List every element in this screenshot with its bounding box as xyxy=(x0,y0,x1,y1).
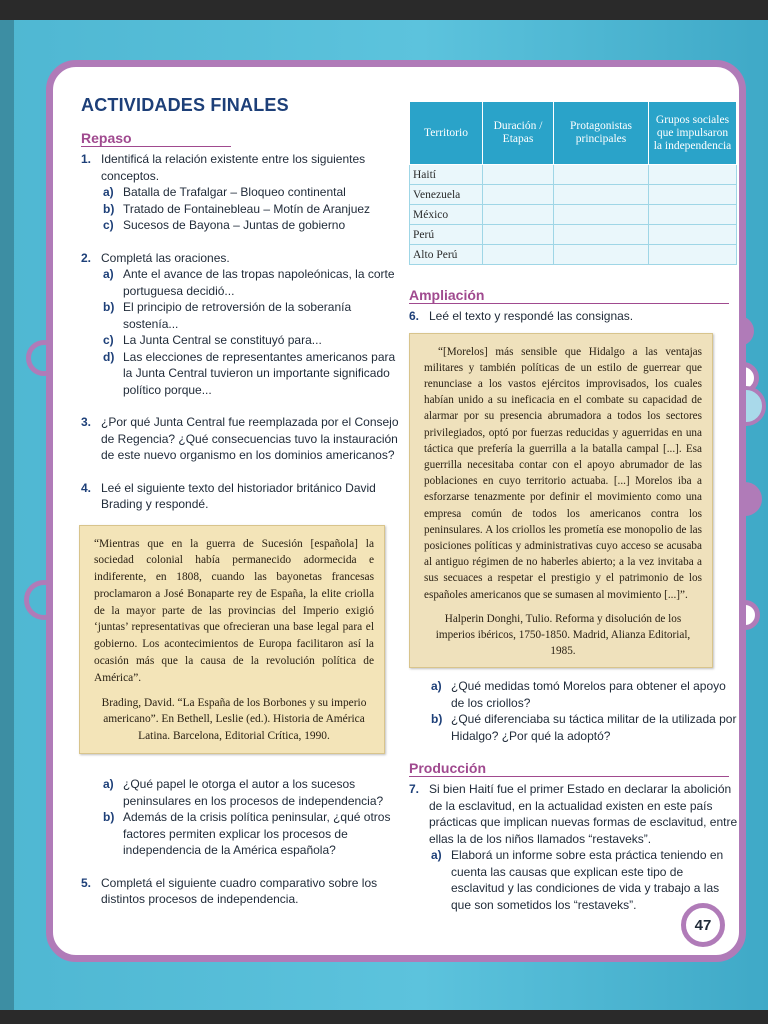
list-item xyxy=(81,299,401,332)
table-cell xyxy=(649,205,737,225)
item-text: ¿Qué diferenciaba su táctica militar de la utilizada por Hidalgo? ¿Por qué la adoptó? xyxy=(451,712,737,743)
item-letter: a) xyxy=(103,185,114,199)
table-cell xyxy=(483,225,554,245)
table-cell xyxy=(649,185,737,205)
question-number: 5. xyxy=(81,875,92,890)
question-text: ¿Por qué Junta Central fue reemplazada por el Consejo de Regencia? ¿Qué consecuencias tuvo la instauración de este nuevo organismo en los dominios americanos? xyxy=(101,415,399,462)
left-column xyxy=(81,95,401,908)
list-item xyxy=(409,678,739,711)
table-row xyxy=(410,225,737,245)
item-text: La Junta Central se constituyó para... xyxy=(123,333,322,347)
list-item xyxy=(81,776,401,809)
right-column xyxy=(409,101,739,913)
table-header-row xyxy=(410,102,737,165)
list-item xyxy=(81,184,401,201)
quote-text: “[Morelos] más sensible que Hidalgo a las ventajas militares y también políticas de un estilo de guerrear que renunciase a los vastos ejércitos improvisados, los cuales habían unido a su ineficacia en el combate su capacidad de alarmar por su presencia abrumadora a todos los sectores privilegiados, optó por fuerzas reducidas y aguerridas en una táctica que prefería la guerrilla a la batalla campal [...]. Esa guerrilla necesitaba contar con el apoyo abrumador de las poblaciones en cuyo territorio actuaba. [...] Morelos iba a esforzarse tenazmente por definir el movimiento como una empresa común de todos los americanos contra los peninsulares. A los criollos les prometía ese monopolio de las posiciones políticas y administrativas cuyo acceso se acusaba al antiguo régimen de no haberles abierto; a la vez invitaba a sus secuaces a respetar el prestigio y el patrimonio de los españoles americanos que se sumasen al movimiento [...]”. xyxy=(424,345,702,601)
table-cell xyxy=(483,245,554,265)
question-7 xyxy=(409,781,739,847)
list-item xyxy=(81,266,401,299)
table-cell: Venezuela xyxy=(410,185,483,205)
quote-citation: Halperin Donghi, Tulio. Reforma y disolución de los imperios ibéricos, 1750-1850. Madrid, Alianza Editorial, 1985. xyxy=(435,612,691,658)
quote-citation: Brading, David. “La España de los Borbones y su imperio americano”. En Bethell, Leslie (ed.). Historia de América Latina. Barcelona, Editorial Crítica, 1990. xyxy=(101,696,367,743)
book-spine-edge xyxy=(0,20,14,1010)
item-letter: a) xyxy=(431,848,442,863)
table-header: Grupos sociales que impulsaron la independencia xyxy=(649,102,737,165)
question-2 xyxy=(81,250,401,267)
table-cell: Alto Perú xyxy=(410,245,483,265)
list-item xyxy=(409,847,739,913)
list-item xyxy=(81,201,401,218)
table-row xyxy=(410,245,737,265)
question-number: 3. xyxy=(81,415,92,429)
textbook-page xyxy=(46,60,746,962)
question-3 xyxy=(81,414,401,464)
question-1 xyxy=(81,151,401,184)
list-item xyxy=(81,349,401,399)
question-text: Leé el siguiente texto del historiador británico David Brading y respondé. xyxy=(101,480,376,511)
table-cell xyxy=(554,225,649,245)
item-letter: d) xyxy=(103,349,115,364)
table-cell: Perú xyxy=(410,225,483,245)
question-text: Leé el texto y respondé las consignas. xyxy=(429,309,634,323)
brading-quote xyxy=(79,525,385,755)
question-number: 1. xyxy=(81,152,92,166)
section-produccion: Producción xyxy=(409,760,729,777)
list-item xyxy=(81,809,401,859)
question-text: Completá las oraciones. xyxy=(101,250,230,265)
question-4 xyxy=(81,480,401,513)
table-cell xyxy=(554,165,649,185)
item-text: ¿Qué medidas tomó Morelos para obtener el apoyo de los criollos? xyxy=(451,679,726,710)
table-cell xyxy=(649,245,737,265)
page-title: ACTIVIDADES FINALES xyxy=(81,95,289,115)
item-letter: b) xyxy=(103,300,115,314)
list-item xyxy=(81,332,401,349)
quote-text: “Mientras que en la guerra de Sucesión [española] la sociedad colonial había permanecido adormecida e indiferente, en 1808, cuando las bayonetas francesas proclamaron a José Bonaparte rey de España, la elite criolla de la mayor parte de las provincias del Imperio exigió ‘juntas’ representativas que ofrecieran una base legal para el gobierno. Los acontecimientos de Europa facilitaron así la ocasión más que la causa de la revolución política de América”. xyxy=(94,537,374,684)
table-cell xyxy=(554,205,649,225)
table-header: Duración / Etapas xyxy=(483,102,554,165)
table-cell xyxy=(483,185,554,205)
table-cell: México xyxy=(410,205,483,225)
section-repaso: Repaso xyxy=(81,130,231,147)
table-cell xyxy=(483,165,554,185)
item-text: Batalla de Trafalgar – Bloqueo continental xyxy=(123,185,346,199)
question-number: 2. xyxy=(81,250,92,265)
question-number: 7. xyxy=(409,782,420,797)
item-text: Elaborá un informe sobre esta práctica teniendo en cuenta las causas que explican este tipo de esclavitud y las condiciones de vida y trabajo a las que son sometidos los “restaveks”. xyxy=(451,848,724,912)
item-text: El principio de retroversión de la soberanía sostenía... xyxy=(123,300,352,331)
table-row xyxy=(410,205,737,225)
table-cell xyxy=(649,165,737,185)
item-letter: c) xyxy=(103,218,114,232)
page-number: 47 xyxy=(681,903,725,947)
comparison-table xyxy=(409,101,737,265)
question-6 xyxy=(409,308,739,325)
table-cell xyxy=(554,185,649,205)
question-number: 6. xyxy=(409,309,420,323)
item-letter: a) xyxy=(103,777,114,792)
item-text: Sucesos de Bayona – Juntas de gobierno xyxy=(123,218,346,232)
table-row xyxy=(410,165,737,185)
item-letter: c) xyxy=(103,333,114,347)
list-item xyxy=(409,711,739,744)
item-text: ¿Qué papel le otorga el autor a los sucesos peninsulares en los procesos de independencia? xyxy=(123,777,384,808)
halperin-quote xyxy=(409,333,713,669)
list-item xyxy=(81,217,401,234)
question-5 xyxy=(81,875,401,908)
item-text: Ante el avance de las tropas napoleónicas, la corte portuguesa decidió... xyxy=(123,267,395,298)
item-text: Además de la crisis política peninsular, ¿qué otros factores permiten explicar los procesos de independencia de la América española? xyxy=(123,810,391,858)
item-text: Tratado de Fontainebleau – Motín de Aranjuez xyxy=(123,201,371,216)
item-letter: a) xyxy=(431,679,442,694)
item-letter: b) xyxy=(103,201,115,216)
section-ampliacion: Ampliación xyxy=(409,287,729,304)
question-text: Identificá la relación existente entre los siguientes conceptos. xyxy=(101,152,366,183)
table-header: Territorio xyxy=(410,102,483,165)
item-letter: a) xyxy=(103,267,114,281)
table-row xyxy=(410,185,737,205)
table-cell xyxy=(649,225,737,245)
question-text: Si bien Haití fue el primer Estado en declarar la abolición de la esclavitud, en la actualidad existen en este país prácticas que implican nuevas formas de esclavitud, entre ellas la de los niños llamados “restaveks”. xyxy=(429,782,738,846)
question-number: 4. xyxy=(81,480,92,495)
table-cell xyxy=(554,245,649,265)
table-cell: Haití xyxy=(410,165,483,185)
table-cell xyxy=(483,205,554,225)
question-text: Completá el siguiente cuadro comparativo sobre los distintos procesos de independencia. xyxy=(101,875,378,907)
item-letter: b) xyxy=(103,810,115,825)
item-letter: b) xyxy=(431,712,443,727)
item-text: Las elecciones de representantes americanos para la Junta Central tuvieron un importante significado político porque... xyxy=(123,349,396,397)
table-header: Protagonistas principales xyxy=(554,102,649,165)
